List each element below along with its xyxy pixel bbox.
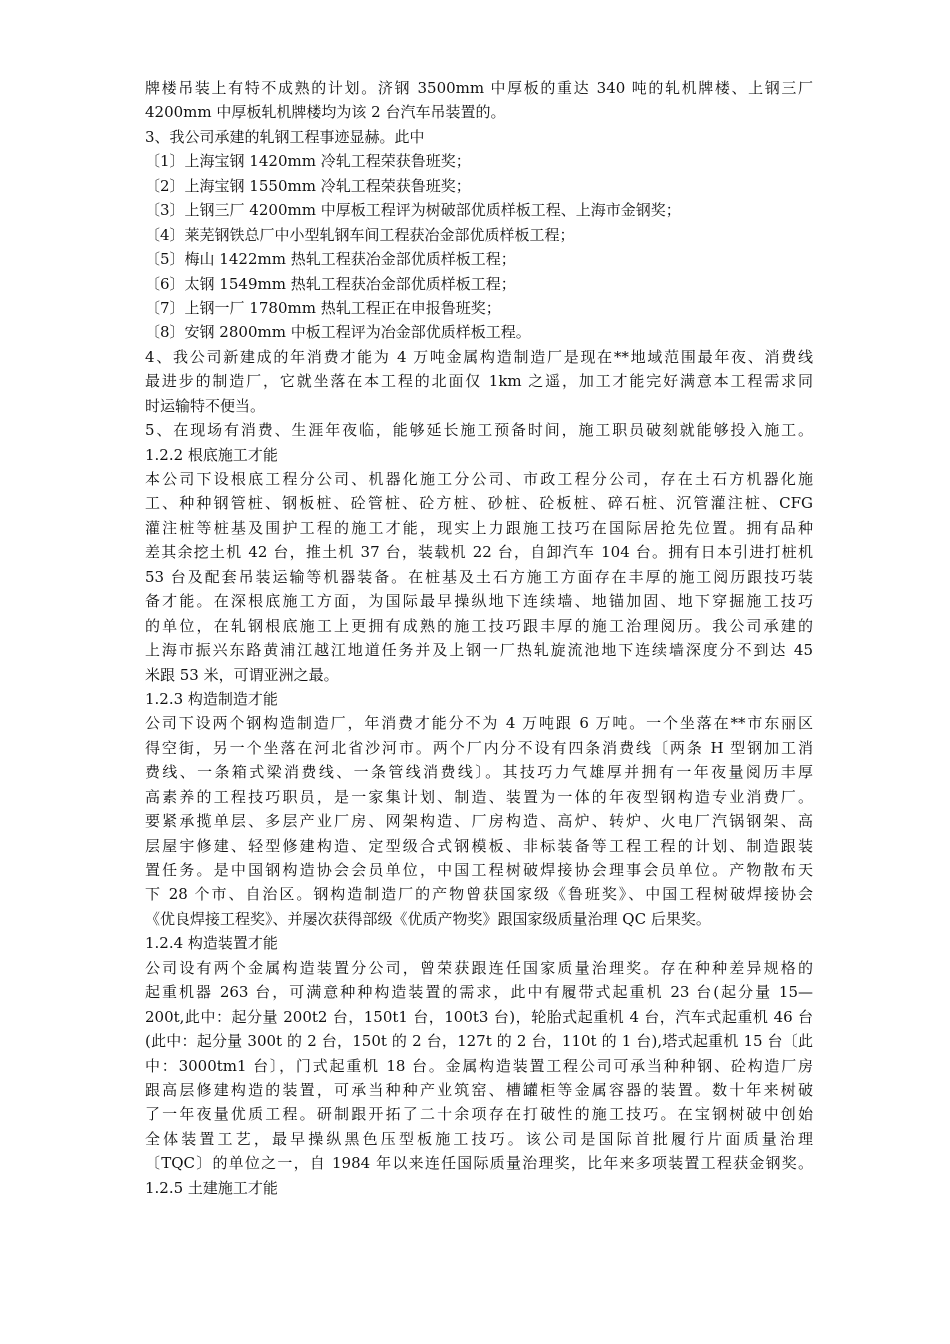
text-line: 备才能。在深根底施工方面，为国际最早操纵地下连续墙、地锚加固、地下穿掘施工技巧 <box>145 592 813 611</box>
text-line: 时运输特不便当。 <box>145 396 266 415</box>
text-line: 的单位，在轧钢根底施工上更拥有成熟的施工技巧跟丰厚的施工治理阅历。我公司承建的 <box>145 616 813 635</box>
text-line: 上海市振兴东路黄浦江越江地道任务并及上钢一厂热轧旋流池地下连续墙深度分不到达 45 <box>145 641 813 660</box>
text-line: 灌注桩等桩基及围护工程的施工才能，现实上力跟施工技巧在国际居抢先位置。拥有品种 <box>145 518 813 537</box>
text-line: 53 台及配套吊装运输等机器装备。在桩基及土石方施工方面存在丰厚的施工阅历跟技巧装 <box>145 567 813 586</box>
text-line: 〔4〕莱芜钢铁总厂中小型轧钢车间工程获冶金部优质样板工程； <box>145 225 575 244</box>
text-line: 工、种种钢管桩、钢板桩、砼管桩、砼方桩、砂桩、砼板桩、碎石桩、沉管灌注桩、CFG <box>145 494 813 513</box>
text-line: 4、我公司新建成的年消费才能为 4 万吨金属构造制造厂是现在**地域范围最年夜、消费线 <box>145 347 813 366</box>
text-line: (此中：起分量 300t 的 2 台，150t 的 2 台，127t 的 2 台，110t 的 1 台),塔式起重机 15 台〔此 <box>145 1032 813 1051</box>
text-line: 〔5〕梅山 1422mm 热轧工程获冶金部优质样板工程； <box>145 250 516 269</box>
text-line: 1.2.3 构造制造才能 <box>145 689 278 708</box>
text-line: 中：3000tm1 台〕，门式起重机 18 台。金属构造装置工程公司可承当种种钢、砼构造厂房 <box>145 1056 813 1075</box>
text-line: 〔7〕上钢一厂 1780mm 热轧工程正在申报鲁班奖； <box>145 298 501 317</box>
text-line: 了一年夜量优质工程。研制跟开拓了二十余项存在打破性的施工技巧。在宝钢树破中创始 <box>145 1105 813 1124</box>
text-line: 1.2.5 土建施工才能 <box>145 1178 278 1197</box>
text-line: 〔2〕上海宝钢 1550mm 冷轧工程荣获鲁班奖； <box>145 176 471 195</box>
text-line: 牌楼吊装上有特不成熟的计划。济钢 3500mm 中厚板的重达 340 吨的轧机牌楼、上钢三厂 <box>145 79 813 97</box>
text-line: 200t,此中：起分量 200t2 台，150t1 台，100t3 台)，轮胎式起重机 4 台，汽车式起重机 46 台 <box>145 1007 813 1026</box>
text-line: 层屋宇修建、轻型修建构造、定型级合式钢模板、非标装备等工程工程的计划、制造跟装 <box>145 836 813 855</box>
text-line: 〔TQC〕的单位之一，自 1984 年以来连任国际质量治理奖，比年来多项装置工程获金钢奖。 <box>145 1154 813 1173</box>
text-line: 高素养的工程技巧职员，是一家集计划、制造、装置为一体的年夜型钢构造专业消费厂。 <box>145 787 813 806</box>
text-line: 〔8〕安钢 2800mm 中板工程评为冶金部优质样板工程。 <box>145 323 531 342</box>
text-line: 3、我公司承建的轧钢工程事迹显赫。此中 <box>145 127 425 146</box>
text-line: 1.2.2 根底施工才能 <box>145 445 278 464</box>
text-line: 全体装置工艺，最早操纵黑色压型板施工技巧。该公司是国际首批履行片面质量治理 <box>145 1129 813 1148</box>
text-line: 〔3〕上钢三厂 4200mm 中厚板工程评为树破部优质样板工程、上海市金钢奖； <box>145 201 681 220</box>
text-line: 得空街，另一个坐落在河北省沙河市。两个厂内分不设有四条消费线〔两条 H 型钢加工消 <box>145 738 813 757</box>
text-line: 米跟 53 米，可谓亚洲之最。 <box>145 665 339 684</box>
document-body <box>145 76 813 1200</box>
text-line: 公司下设两个钢构造制造厂，年消费才能分不为 4 万吨跟 6 万吨。一个坐落在**市东丽区 <box>145 714 813 733</box>
text-line: 要紧承揽单层、多层产业厂房、网架构造、厂房构造、高炉、转炉、火电厂汽锅钢架、高 <box>145 812 813 831</box>
text-line: 差其余挖土机 42 台，推土机 37 台，装载机 22 台，自卸汽车 104 台。拥有日本引进打桩机 <box>145 543 813 562</box>
text-line: 4200mm 中厚板轧机牌楼均为该 2 台汽车吊装置的。 <box>145 103 506 122</box>
text-line: 〔6〕太钢 1549mm 热轧工程获冶金部优质样板工程； <box>145 274 516 293</box>
text-line: 置任务。是中国钢构造协会会员单位，中国工程树破焊接协会理事会员单位。产物散布天 <box>145 861 813 879</box>
text-line: 〔1〕上海宝钢 1420mm 冷轧工程荣获鲁班奖； <box>145 152 471 171</box>
text-line: 1.2.4 构造装置才能 <box>145 934 278 953</box>
text-line: 最进步的制造厂，它就坐落在本工程的北面仅 1km 之遥，加工才能完好满意本工程需求同 <box>145 372 813 391</box>
text-line: 起重机器 263 台，可满意种种构造装置的需求，此中有履带式起重机 23 台(起分量 15— <box>145 983 813 1002</box>
text-line: 《优良焊接工程奖》、并屡次获得部级《优质产物奖》跟国家级质量治理 QC 后果奖。 <box>145 909 711 928</box>
text-line: 下 28 个市、自治区。钢构造制造厂的产物曾获国家级《鲁班奖》、中国工程树破焊接协会 <box>145 885 813 904</box>
text-line: 跟高层修建构造的装置，可承当种种产业筑窑、槽罐柜等金属容器的装置。数十年来树破 <box>145 1080 813 1099</box>
text-line: 5、在现场有消费、生涯年夜临，能够延长施工预备时间，施工职员破刻就能够投入施工。 <box>145 421 813 440</box>
text-line: 公司设有两个金属构造装置分公司，曾荣获跟连任国家质量治理奖。存在种种差异规格的 <box>145 958 813 977</box>
text-line: 本公司下设根底工程分公司、机器化施工分公司、市政工程分公司，存在土石方机器化施 <box>145 470 813 488</box>
text-line: 费线、一条箱式梁消费线、一条管线消费线〕。其技巧力气雄厚并拥有一年夜量阅历丰厚 <box>145 763 813 782</box>
